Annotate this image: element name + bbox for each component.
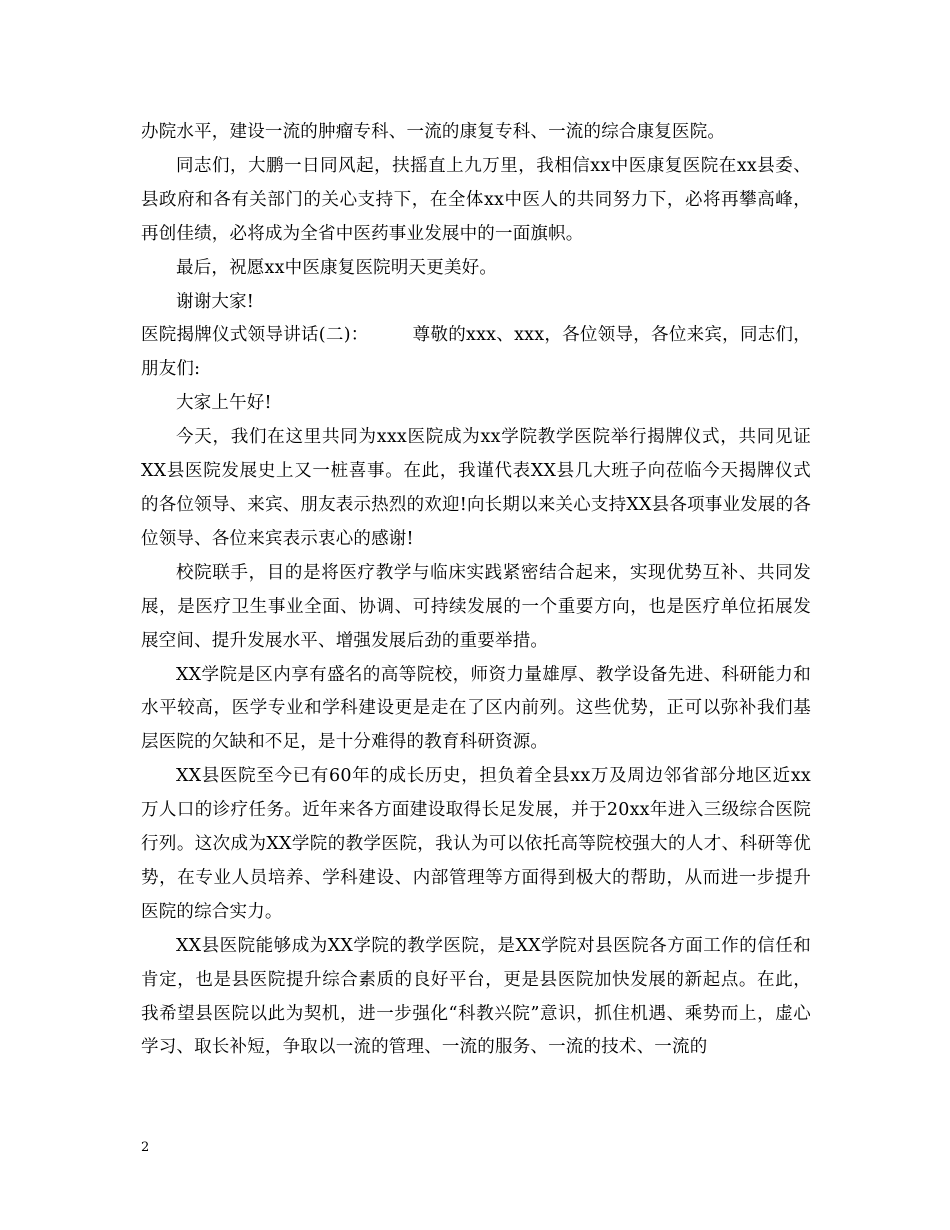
section-opening: 尊敬的xxx、xxx，各位领导，各位来宾，同志们，朋友们: [141,325,811,380]
paragraph: XX县医院能够成为XX学院的教学医院，是XX学院对县医院各方面工作的信任和肯定，也是县医院提升综合素质的良好平台，更是县医院加快发展的新起点。在此，我希望县医院以此为契机，进一步强化“科教兴院”意识，抓住机遇、乘势而上，虚心学习、取长补短，争取以一流的管理、一流的服务、一流的技术、一流的 [141,935,811,1058]
paragraph: 同志们，大鹏一日同风起，扶摇直上九万里，我相信xx中医康复医院在xx县委、县政府和各有关部门的关心支持下，在全体xx中医人的共同努力下，必将再攀高峰，再创佳绩，必将成为全省中医药事业发展中的一面旗帜。 [141,155,811,244]
paragraph: 办院水平，建设一流的肿瘤专科、一流的康复专科、一流的综合康复医院。 [141,122,726,142]
paragraph: 今天，我们在这里共同为xxx医院成为xx学院教学医院举行揭牌仪式，共同见证XX县医院发展史上又一桩喜事。在此，我谨代表XX县几大班子向莅临今天揭牌仪式的各位领导、来宾、朋友表示热烈的欢迎!向长期以来关心支持XX县各项事业发展的各位领导、各位来宾表示衷心的感谢! [141,427,811,549]
document-body [141,116,811,1065]
paragraph: 最后，祝愿xx中医康复医院明天更美好。 [176,257,498,278]
paragraph: 大家上午好! [176,393,272,414]
paragraph: XX学院是区内享有盛名的高等院校，师资力量雄厚、教学设备先进、科研能力和水平较高，医学专业和学科建设更是走在了区内前列。这些优势，正可以弥补我们基层医院的欠缺和不足，是十分难得的教育科研资源。 [141,664,811,753]
section-heading-line [141,319,811,387]
paragraph: 校院联手，目的是将医疗教学与临床实践紧密结合起来，实现优势互补、共同发展，是医疗卫生事业全面、协调、可持续发展的一个重要方向，也是医疗单位拓展发展空间、提升发展水平、增强发展后劲的重要举措。 [141,562,811,651]
section-heading: 医院揭牌仪式领导讲话(二)： [141,325,369,346]
paragraph: XX县医院至今已有60年的成长历史，担负着全县xx万及周边邻省部分地区近xx万人口的诊疗任务。近年来各方面建设取得长足发展，并于20xx年进入三级综合医院行列。这次成为XX学院的教学医院，我认为可以依托高等院校强大的人才、科研等优势，在专业人员培养、学科建设、内部管理等方面得到极大的帮助，从而进一步提升医院的综合实力。 [141,766,811,922]
paragraph: 谢谢大家! [176,291,255,312]
page-number: 2 [141,1140,150,1155]
